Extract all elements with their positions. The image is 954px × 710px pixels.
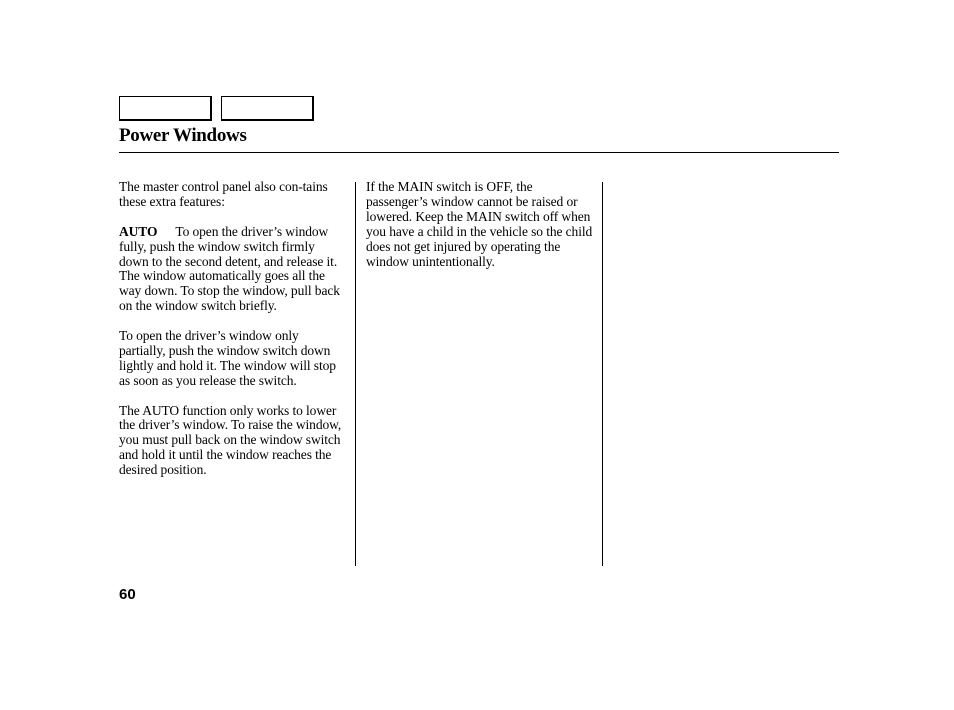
page-title: Power Windows (119, 125, 247, 146)
auto-note-paragraph: The AUTO function only works to lower the driver’s window. To raise the window, you must pull back on the window switch and hold it until the window reaches the desired position. (119, 402, 342, 478)
page-number: 60 (119, 586, 136, 603)
auto-term: AUTO (119, 223, 158, 239)
auto-paragraph (119, 225, 347, 314)
title-divider (119, 152, 839, 153)
text-column-1 (119, 180, 347, 493)
auto-description: To open the driver’s window fully, push the window switch firmly down to the second detent, and release it. The window automatically goes all the way down. To stop the window, pull back on the window switch briefly. (119, 223, 340, 314)
nav-tab-2[interactable] (221, 96, 314, 121)
text-column-2 (366, 180, 596, 284)
intro-paragraph: The master control panel also con-tains these extra features: (119, 179, 328, 209)
column-divider-1 (355, 182, 356, 566)
nav-tab-1[interactable] (119, 96, 212, 121)
partial-open-paragraph: To open the driver’s window only partially, push the window switch down lightly and hold it. The window will stop as soon as you release the switch. (119, 328, 336, 388)
main-switch-paragraph: If the MAIN switch is OFF, the passenger’s window cannot be raised or lowered. Keep the MAIN switch off when you have a child in the vehicle so the child does not get injured by operating the window unintentionally. (366, 179, 593, 269)
column-divider-2 (602, 182, 603, 566)
